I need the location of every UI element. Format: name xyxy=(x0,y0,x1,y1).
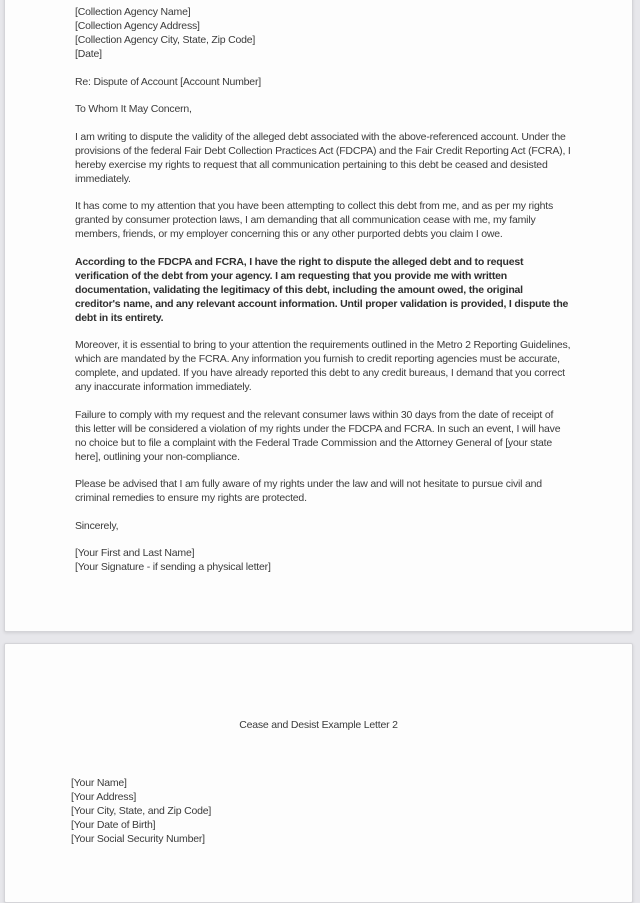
letter-paragraph: It has come to my attention that you have been attempting to collect this debt from me, and as per my rights granted by consumer protection laws, I am demanding that all communication cease with me, my family members, friends, or my employer concerning this or any other purported debts you claim I owe. xyxy=(75,200,553,240)
sender-line: [Your Address] xyxy=(71,791,137,803)
sender-line: [Your Social Security Number] xyxy=(71,833,205,845)
recipient-line: [Collection Agency Name] xyxy=(75,6,191,18)
letter-paragraph: I am writing to dispute the validity of the alleged debt associated with the above-referenced account. Under the provisions of the federal Fair Debt Collection Practices Act (FDCPA) and the Fair Credit Reporting Act (FCRA), I hereby exercise my rights to request that all communication pertaining to this debt be ceased and desisted immediately. xyxy=(75,130,571,185)
letter-paragraph: Please be advised that I am fully aware of my rights under the law and will not hesitate to pursue civil and criminal remedies to ensure my rights are protected. xyxy=(75,478,542,504)
letter-page-1 xyxy=(4,0,633,632)
recipient-line: [Collection Agency Address] xyxy=(75,20,200,32)
signature-line: [Your Signature - if sending a physical letter] xyxy=(75,561,271,573)
signature-line: [Your First and Last Name] xyxy=(75,547,195,559)
closing: Sincerely, xyxy=(75,519,119,532)
recipient-address-block xyxy=(75,5,571,61)
subject-line: Re: Dispute of Account [Account Number] xyxy=(75,75,261,88)
sender-line: [Your City, State, and Zip Code] xyxy=(71,805,212,817)
letter-paragraph-emphasized: According to the FDCPA and FCRA, I have the right to dispute the alleged debt and to request verification of the debt from your agency. I am requesting that you provide me with written documentation, validating the legitimacy of this debt, including the amount owed, the original creditor's name, and any relevant account information. Until proper validation is provided, I dispute the debt in its entirety. xyxy=(75,255,569,324)
letter-paragraph: Moreover, it is essential to bring to your attention the requirements outlined in the Metro 2 Reporting Guidelines, which are mandated by the FCRA. Any information you furnish to credit reporting agencies must be accurate, complete, and updated. If you have already reported this debt to any credit bureaus, I demand that you correct any inaccurate information immediately. xyxy=(75,339,571,393)
page-title: Cease and Desist Example Letter 2 xyxy=(239,719,398,731)
letter-page-2 xyxy=(4,643,633,903)
signature-block xyxy=(75,546,571,574)
letter-body xyxy=(75,5,571,588)
salutation: To Whom It May Concern, xyxy=(75,103,192,115)
date-line: [Date] xyxy=(75,48,102,60)
sender-address-block xyxy=(71,776,632,846)
sender-line: [Your Name] xyxy=(71,777,127,789)
recipient-line: [Collection Agency City, State, Zip Code] xyxy=(75,34,256,46)
sender-line: [Your Date of Birth] xyxy=(71,819,156,831)
letter-paragraph: Failure to comply with my request and the relevant consumer laws within 30 days from the date of receipt of this letter will be considered a violation of my rights under the FDCPA and FCRA. In such an event, I will have no choice but to file a complaint with the Federal Trade Commission and the Attorney General of [your state here], outlining your non-compliance. xyxy=(75,408,561,463)
